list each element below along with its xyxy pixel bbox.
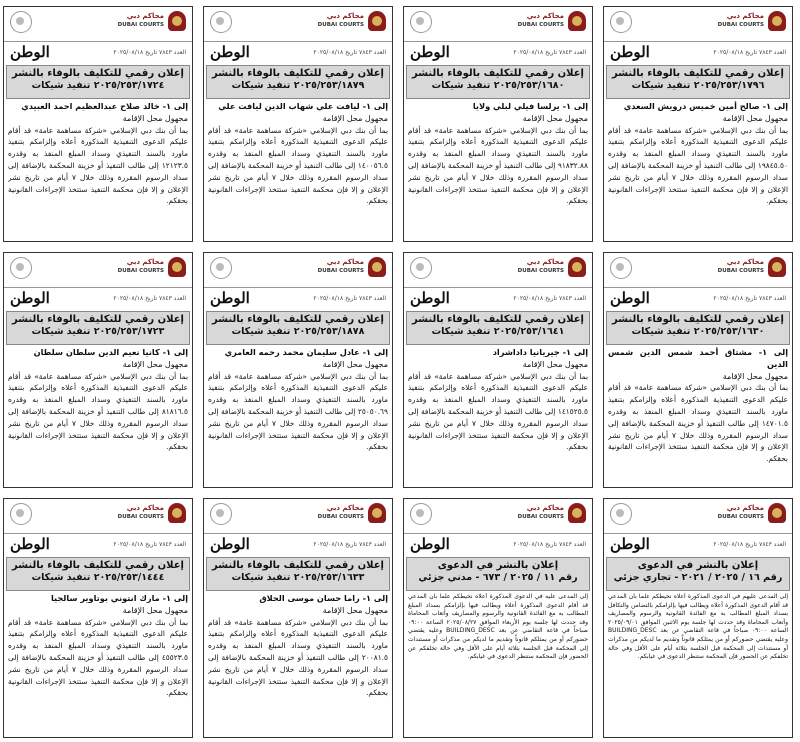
notice-body — [608, 347, 788, 483]
newspaper-name: الوطن — [210, 535, 250, 553]
notice-text: بما أن بنك دبي الإسلامي «شركة مساهمة عامة» قد أقام عليكم الدعوى التنفيذية المذكورة أعلاه وإلزامكم بتنفيذ ماورد بالسند التنفيذي وسداد المبلغ المنفذ به وقدره ١٩٨٤٥.٥٠ إلى طالب التنفيذ أو خزينة المحكمة بالإضافة إلى سداد الرسوم المقررة وذلك خلال ٧ أيام من تاريخ نشر الإعلان و إلا فإن محكمة التنفيذ ستتخذ الإجراءات القانونية بحقكم. — [608, 125, 788, 206]
notice-header-logos — [204, 7, 392, 42]
emblem-icon — [610, 257, 632, 279]
dubai-courts-logo: محاكم دبي DUBAI COURTS — [528, 257, 586, 279]
emblem-icon — [210, 11, 232, 33]
notice-card — [203, 498, 393, 738]
notice-text: بما أن بنك دبي الإسلامي «شركة مساهمة عامة» قد أقام عليكم الدعوى التنفيذية المذكورة أعلاه وإلزامكم بتنفيذ ماورد بالسند التنفيذي وسداد المبلغ المنفذ به وقدره ١٤٧٠١.٥ إلى طالب التنفيذ أو خزينة المحكمة بالإضافة إلى سداد الرسوم المقررة وذلك خلال ٧ أيام من تاريخ نشر الإعلان و إلا فإن محكمة التنفيذ ستتخذ الإجراءات القانونية بحقكم. — [608, 383, 788, 464]
case-number: ٢٠٢٥/٢٥٣/١٧٢٤ تنفيذ شيكات — [31, 80, 165, 91]
case-number: ٢٠٢٥/٢٥٣/١٦٣٠ تنفيذ شيكات — [631, 326, 765, 337]
notice-header-logos — [4, 499, 192, 534]
address-status: مجهول محل الإقامة — [522, 359, 588, 369]
address-status: مجهول محل الإقامة — [122, 359, 188, 369]
notice-card — [603, 498, 793, 738]
newspaper-name: الوطن — [410, 289, 450, 307]
notice-card — [3, 252, 193, 488]
address-status: مجهول محل الإقامة — [122, 113, 188, 123]
dubai-courts-logo: محاكم دبي DUBAI COURTS — [128, 257, 186, 279]
address-status: مجهول محل الإقامة — [722, 371, 788, 381]
dubai-courts-logo: محاكم دبي DUBAI COURTS — [128, 11, 186, 33]
notice-header-logos — [404, 499, 592, 534]
notice-text: بما أن بنك دبي الإسلامي «شركة مساهمة عامة» قد أقام عليكم الدعوى التنفيذية المذكورة أعلاه وإلزامكم بتنفيذ ماورد بالسند التنفيذي وسداد المبلغ المنفذ به وقدره ١٤٠٠٥٦.٥ إلى طالب التنفيذ أو خزينة المحكمة بالإضافة إلى سداد الرسوم المقررة وذلك خلال ٧ أيام من تاريخ نشر الإعلان و إلا فإن محكمة التنفيذ ستتخذ الإجراءات القانونية بحقكم. — [208, 125, 388, 206]
notice-card — [603, 6, 793, 242]
notice-header-logos — [4, 253, 192, 288]
issue-info: العدد ٧٨٤٣ تاريخ ٢٠٢٥/٠٨/١٨ — [713, 295, 786, 302]
notice-title-band — [206, 65, 390, 99]
dubai-courts-logo: محاكم دبي DUBAI COURTS — [728, 11, 786, 33]
notice-body — [408, 101, 588, 237]
emblem-icon — [10, 503, 32, 525]
notice-header-logos — [604, 253, 792, 288]
notice-body — [608, 101, 788, 237]
address-status: مجهول محل الإقامة — [522, 113, 588, 123]
notice-title: إعلان رقمي للتكليف بالوفاء بالنشر — [612, 68, 784, 79]
notice-title-band — [206, 311, 390, 345]
notice-text: بما أن بنك دبي الإسلامي «شركة مساهمة عامة» قد أقام عليكم الدعوى التنفيذية المذكورة أعلاه وإلزامكم بتنفيذ ماورد بالسند التنفيذي وسداد المبلغ المنفذ به وقدره ٩١٨٣٢.٨٨ إلى طالب التنفيذ أو خزينة المحكمة بالإضافة إلى سداد الرسوم المقررة وذلك خلال ٧ أيام من تاريخ نشر الإعلان و إلا فإن محكمة التنفيذ ستتخذ الإجراءات القانونية بحقكم. — [408, 125, 588, 206]
notice-body — [208, 593, 388, 733]
notice-title: إعلان رقمي للتكليف بالوفاء بالنشر — [212, 314, 384, 325]
emblem-icon — [210, 503, 232, 525]
notice-body — [208, 347, 388, 483]
notice-title-band — [6, 65, 190, 99]
dubai-courts-logo: محاكم دبي DUBAI COURTS — [328, 11, 386, 33]
emblem-icon — [410, 11, 432, 33]
dubai-courts-logo: محاكم دبي DUBAI COURTS — [728, 257, 786, 279]
notice-title: إعلان رقمي للتكليف بالوفاء بالنشر — [412, 68, 584, 79]
notice-body — [8, 347, 188, 483]
notice-text: بما أن بنك دبي الإسلامي «شركة مساهمة عامة» قد أقام عليكم الدعوى التنفيذية المذكورة أعلاه وإلزامكم بتنفيذ ماورد بالسند التنفيذي وسداد المبلغ المنفذ به وقدره ٢٥٠٥٠.٦٩ إلى طالب التنفيذ أو خزينة المحكمة بالإضافة إلى سداد الرسوم المقررة وذلك خلال ٧ أيام من تاريخ نشر الإعلان و إلا فإن محكمة التنفيذ ستتخذ الإجراءات القانونية بحقكم. — [208, 371, 388, 452]
recipient: إلى ١- يرلسا فيلي لبلي ولايا — [472, 101, 588, 111]
notice-title-band — [406, 557, 590, 591]
notice-body — [208, 101, 388, 237]
notice-card — [203, 252, 393, 488]
notice-card — [603, 252, 793, 488]
case-number: ٢٠٢٥/٢٥٣/١٧٩٦ تنفيذ شيكات — [631, 80, 765, 91]
recipient: إلى ١- جيريانيا داداشراد — [492, 347, 588, 357]
case-number: رقم ١١ / ٢٠٢٥ / ٦٧٣ - مدني جزئي — [418, 572, 578, 583]
dubai-courts-logo: محاكم دبي DUBAI COURTS — [328, 503, 386, 525]
notice-body — [8, 593, 188, 733]
notice-card — [403, 6, 593, 242]
newspaper-name: الوطن — [10, 43, 50, 61]
emblem-icon — [10, 11, 32, 33]
newspaper-name: الوطن — [610, 289, 650, 307]
notice-title: إعلان رقمي للتكليف بالوفاء بالنشر — [212, 560, 384, 571]
notice-card — [403, 498, 593, 738]
notice-text: بما أن بنك دبي الإسلامي «شركة مساهمة عامة» قد أقام عليكم الدعوى التنفيذية المذكورة أعلاه وإلزامكم بتنفيذ ماورد بالسند التنفيذي وسداد المبلغ المنفذ به وقدره ٨١٨١٦.٥ إلى طالب التنفيذ أو خزينة المحكمة بالإضافة إلى سداد الرسوم المقررة وذلك خلال ٧ أيام من تاريخ نشر الإعلان و إلا فإن محكمة التنفيذ ستتخذ الإجراءات القانونية بحقكم. — [8, 371, 188, 452]
issue-info: العدد ٧٨٤٣ تاريخ ٢٠٢٥/٠٨/١٨ — [113, 49, 186, 56]
issue-info: العدد ٧٨٤٣ تاريخ ٢٠٢٥/٠٨/١٨ — [513, 541, 586, 548]
notice-body — [8, 101, 188, 237]
notice-card — [203, 6, 393, 242]
notice-title-band — [406, 65, 590, 99]
recipient: إلى ١- عادل سليمان محمد رحمه العامري — [224, 347, 388, 357]
recipient: إلى ١- راما حسان موسى الحلاق — [259, 593, 388, 603]
newspaper-name: الوطن — [610, 43, 650, 61]
notice-card — [3, 498, 193, 738]
dubai-courts-logo: محاكم دبي DUBAI COURTS — [528, 503, 586, 525]
address-status: مجهول محل الإقامة — [322, 359, 388, 369]
notice-title-band — [406, 311, 590, 345]
notice-title-band — [606, 557, 790, 591]
issue-info: العدد ٧٨٤٣ تاريخ ٢٠٢٥/٠٨/١٨ — [313, 295, 386, 302]
issue-info: العدد ٧٨٤٣ تاريخ ٢٠٢٥/٠٨/١٨ — [513, 295, 586, 302]
notice-title: إعلان رقمي للتكليف بالوفاء بالنشر — [12, 68, 184, 79]
newspaper-name: الوطن — [210, 289, 250, 307]
notice-header-logos — [604, 7, 792, 42]
newspaper-name: الوطن — [610, 535, 650, 553]
notice-title-band — [6, 557, 190, 591]
recipient: إلى ١- مارك انتوني بوتاوير سالجيا — [50, 593, 188, 603]
notice-header-logos — [204, 499, 392, 534]
notice-text: بما أن بنك دبي الإسلامي «شركة مساهمة عامة» قد أقام عليكم الدعوى التنفيذية المذكورة أعلاه وإلزامكم بتنفيذ ماورد بالسند التنفيذي وسداد المبلغ المنفذ به وقدره ٢٠٠٨١.٥ إلى طالب التنفيذ أو خزينة المحكمة بالإضافة إلى سداد الرسوم المقررة وذلك خلال ٧ أيام من تاريخ نشر الإعلان و إلا فإن محكمة التنفيذ ستتخذ الإجراءات القانونية بحقكم. — [208, 617, 388, 698]
issue-info: العدد ٧٨٤٣ تاريخ ٢٠٢٥/٠٨/١٨ — [113, 295, 186, 302]
notice-title: إعلان رقمي للتكليف بالوفاء بالنشر — [412, 314, 584, 325]
notice-text: بما أن بنك دبي الإسلامي «شركة مساهمة عامة» قد أقام عليكم الدعوى التنفيذية المذكورة أعلاه وإلزامكم بتنفيذ ماورد بالسند التنفيذي وسداد المبلغ المنفذ به وقدره ٤٥٥٢٣.٥ إلى طالب التنفيذ أو خزينة المحكمة بالإضافة إلى سداد الرسوم المقررة وذلك خلال ٧ أيام من تاريخ نشر الإعلان و إلا فإن محكمة التنفيذ ستتخذ الإجراءات القانونية بحقكم. — [8, 617, 188, 698]
issue-info: العدد ٧٨٤٣ تاريخ ٢٠٢٥/٠٨/١٨ — [113, 541, 186, 548]
emblem-icon — [210, 257, 232, 279]
newspaper-name: الوطن — [210, 43, 250, 61]
dubai-courts-logo: محاكم دبي DUBAI COURTS — [528, 11, 586, 33]
notice-title: إعلان بالنشر في الدعوى — [637, 560, 759, 571]
case-number: رقم ١٦ / ٢٠٢٥ / ٢٠٢١ - تجاري جزئي — [613, 572, 783, 583]
case-number: ٢٠٢٥/٢٥٣/١٨٧٩ تنفيذ شيكات — [231, 80, 365, 91]
notice-body — [408, 347, 588, 483]
dubai-courts-logo: محاكم دبي DUBAI COURTS — [728, 503, 786, 525]
notice-text: إلى المدعى عليه في الدعوى المذكورة أعلاه نحيطكم علماً بأن المدعي قد أقام الدعوى المذكورة أعلاه ويطالب فيها بإلزامكم بسداد المبلغ المطالب به مع الفائدة القانونية والرسوم والمصاريف وأتعاب المحاماة وقد حددت لها جلسة يوم الأربعاء الموافق ٢٠٢٥/٠٨/٢٧ الساعة ٠٩:٠٠ صباحاً في قاعة التقاضي عن بعد BUILDING_DESC وعليه يقتضي حضوركم أو من يمثلكم قانوناً وتقديم ما لديكم من مذكرات أو مستندات إلى المحكمة قبل الجلسة بثلاثة أيام على الأقل وفي حالة تخلفكم عن الحضور فإن المحكمة ستنظر الدعوى في غيابكم. — [408, 593, 588, 661]
notice-text: إلى المدعى عليهم في الدعوى المذكورة أعلاه نحيطكم علماً بأن المدعي قد أقام الدعوى المذكورة أعلاه ويطالب فيها بإلزامكم بالتضامن والتكافل بسداد المبلغ المطالب به مع الفائدة القانونية والرسوم والمصاريف وأتعاب المحاماة وقد حددت لها جلسة يوم الاثنين الموافق ٢٠٢٥/٠٩/٠١ الساعة ٠٩:٠٠ صباحاً في قاعة التقاضي عن بعد BUILDING_DESC وعليه يقتضي حضوركم أو من يمثلكم قانوناً وتقديم ما لديكم من مذكرات أو مستندات إلى المحكمة قبل الجلسة بثلاثة أيام على الأقل وفي حالة تخلفكم عن الحضور فإن المحكمة ستنظر الدعوى في غيابكم. — [608, 593, 788, 661]
newspaper-name: الوطن — [410, 535, 450, 553]
issue-info: العدد ٧٨٤٣ تاريخ ٢٠٢٥/٠٨/١٨ — [313, 541, 386, 548]
notice-text: بما أن بنك دبي الإسلامي «شركة مساهمة عامة» قد أقام عليكم الدعوى التنفيذية المذكورة أعلاه وإلزامكم بتنفيذ ماورد بالسند التنفيذي وسداد المبلغ المنفذ به وقدره ١٢١٢٣.٥ إلى طالب التنفيذ أو خزينة المحكمة بالإضافة إلى سداد الرسوم المقررة وذلك خلال ٧ أيام من تاريخ نشر الإعلان و إلا فإن محكمة التنفيذ ستتخذ الإجراءات القانونية بحقكم. — [8, 125, 188, 206]
emblem-icon — [610, 11, 632, 33]
notice-title: إعلان رقمي للتكليف بالوفاء بالنشر — [212, 68, 384, 79]
emblem-icon — [10, 257, 32, 279]
case-number: ٢٠٢٥/٢٥٣/١٦٣٣ تنفيذ شيكات — [231, 572, 365, 583]
issue-info: العدد ٧٨٤٣ تاريخ ٢٠٢٥/٠٨/١٨ — [513, 49, 586, 56]
notice-header-logos — [204, 253, 392, 288]
issue-info: العدد ٧٨٤٣ تاريخ ٢٠٢٥/٠٨/١٨ — [713, 541, 786, 548]
case-number: ٢٠٢٥/٢٥٣/١٨٧٨ تنفيذ شيكات — [231, 326, 365, 337]
dubai-courts-logo: محاكم دبي DUBAI COURTS — [328, 257, 386, 279]
case-number: ٢٠٢٥/٢٥٣/١٦٨٠ تنفيذ شيكات — [431, 80, 565, 91]
notice-title: إعلان بالنشر في الدعوى — [437, 560, 559, 571]
recipient: إلى ١- كانيا نعيم الدين سلطان سلطان — [33, 347, 188, 357]
address-status: مجهول محل الإقامة — [122, 605, 188, 615]
notice-title: إعلان رقمي للتكليف بالوفاء بالنشر — [12, 560, 184, 571]
notice-title: إعلان رقمي للتكليف بالوفاء بالنشر — [12, 314, 184, 325]
emblem-icon — [410, 503, 432, 525]
case-number: ٢٠٢٥/٢٥٣/١٤٤٤ تنفيذ شيكات — [31, 572, 165, 583]
address-status: مجهول محل الإقامة — [322, 605, 388, 615]
issue-info: العدد ٧٨٤٣ تاريخ ٢٠٢٥/٠٨/١٨ — [313, 49, 386, 56]
notice-title-band — [206, 557, 390, 591]
address-status: مجهول محل الإقامة — [322, 113, 388, 123]
emblem-icon — [410, 257, 432, 279]
recipient: إلى ١- صالح أمين خميس درويش السعدي — [623, 101, 788, 111]
notice-title-band — [606, 65, 790, 99]
address-status: مجهول محل الإقامة — [722, 113, 788, 123]
recipient: إلى ١- خالد صلاح عبدالعظيم احمد العبيدي — [21, 101, 188, 111]
notice-body — [608, 593, 788, 733]
dubai-courts-logo: محاكم دبي DUBAI COURTS — [128, 503, 186, 525]
notice-header-logos — [604, 499, 792, 534]
newspaper-name: الوطن — [410, 43, 450, 61]
newspaper-name: الوطن — [10, 535, 50, 553]
notice-title-band — [606, 311, 790, 345]
notice-title: إعلان رقمي للتكليف بالوفاء بالنشر — [612, 314, 784, 325]
notice-card — [3, 6, 193, 242]
notice-body — [408, 593, 588, 733]
case-number: ٢٠٢٥/٢٥٣/١٧٢٣ تنفيذ شيكات — [31, 326, 165, 337]
notice-header-logos — [404, 7, 592, 42]
notice-header-logos — [404, 253, 592, 288]
notice-text: بما أن بنك دبي الإسلامي «شركة مساهمة عامة» قد أقام عليكم الدعوى التنفيذية المذكورة أعلاه وإلزامكم بتنفيذ ماورد بالسند التنفيذي وسداد المبلغ المنفذ به وقدره ١٤١٥٢٥.٥ إلى طالب التنفيذ أو خزينة المحكمة بالإضافة إلى سداد الرسوم المقررة وذلك خلال ٧ أيام من تاريخ نشر الإعلان و إلا فإن محكمة التنفيذ ستتخذ الإجراءات القانونية بحقكم. — [408, 371, 588, 452]
recipient: إلى ١- مشتاق أحمد شمس الدين شمس الدين — [608, 347, 788, 369]
notice-title-band — [6, 311, 190, 345]
emblem-icon — [610, 503, 632, 525]
notice-header-logos — [4, 7, 192, 42]
recipient: إلى ١- ليافت علي شهاب الدين ليافت علي — [218, 101, 388, 111]
notice-card — [403, 252, 593, 488]
newspaper-name: الوطن — [10, 289, 50, 307]
issue-info: العدد ٧٨٤٣ تاريخ ٢٠٢٥/٠٨/١٨ — [713, 49, 786, 56]
case-number: ٢٠٢٥/٢٥٣/١٦٤١ تنفيذ شيكات — [431, 326, 565, 337]
